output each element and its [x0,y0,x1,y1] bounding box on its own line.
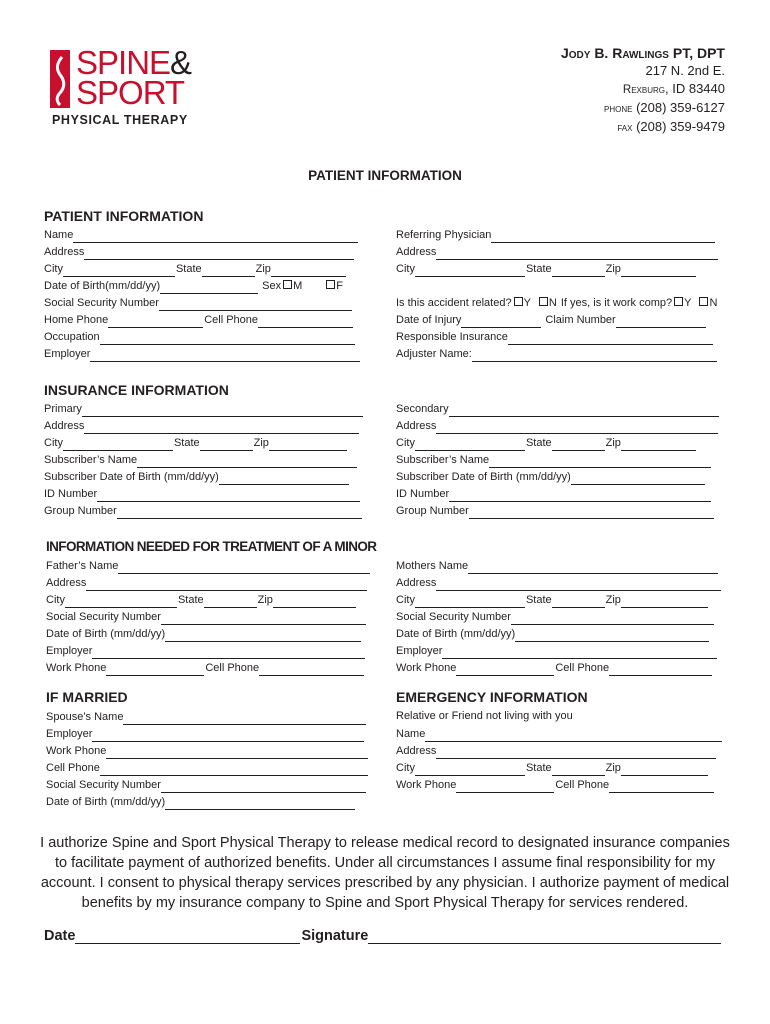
patient-phones[interactable]: Home Phone Cell Phone [44,313,354,328]
emergency-phones[interactable]: Work Phone Cell Phone [396,778,715,793]
patient-section-heading: PATIENT INFORMATION [44,208,204,224]
primary-subscriber-dob[interactable]: Subscriber Date of Birth (mm/dd/yy) [44,470,350,485]
emergency-section-heading: EMERGENCY INFORMATION [396,689,588,705]
primary-subscriber-name[interactable]: Subscriber’s Name [44,453,358,468]
patient-ssn-field[interactable]: Social Security Number [44,296,353,311]
secondary-group-number[interactable]: Group Number [396,504,715,519]
emergency-name-field[interactable]: Name [396,727,723,742]
authorization-statement: I authorize Spine and Sport Physical Therapy to release medical record to designated insurance companies to facilitate payment of authorized benefits. Under all circumstances I assume final responsibility for my account. I consent to physical therapy services prescribed by any physician. I authorize payment of medical benefits by my insurance company to Spine and Sport Physical Therapy for services rendered. [40,835,730,911]
patient-employer-field[interactable]: Employer [44,347,361,362]
secondary-id-number[interactable]: ID Number [396,487,712,502]
father-ssn-field[interactable]: Social Security Number [46,610,367,625]
sex-female-checkbox[interactable] [326,280,335,289]
form-title: PATIENT INFORMATION [308,168,462,183]
mother-city-state-zip[interactable]: City State Zip [396,593,709,608]
referral-city-state-zip[interactable]: City State Zip [396,262,697,277]
spine-icon [54,56,66,106]
referral-address-field[interactable]: Address [396,245,719,260]
fax-line: fax (208) 359-9479 [617,119,725,134]
workcomp-no-checkbox[interactable] [699,297,708,306]
secondary-insurance-field[interactable]: Secondary [396,402,720,417]
emergency-city-state-zip[interactable]: City State Zip [396,761,709,776]
father-city-state-zip[interactable]: City State Zip [46,593,357,608]
spouse-ssn-field[interactable]: Social Security Number [46,778,367,793]
spouse-cell-phone-field[interactable]: Cell Phone [46,761,369,776]
accident-related-question[interactable]: Is this accident related? Y N If yes, is it work comp? Y N [396,297,718,309]
practitioner-name: Jody B. Rawlings PT, DPT [560,45,725,61]
primary-city-state-zip[interactable]: City State Zip [44,436,348,451]
practice-address [561,44,725,137]
mother-ssn-field[interactable]: Social Security Number [396,610,715,625]
logo-subtitle: PHYSICAL THERAPY [52,113,188,127]
accident-no-checkbox[interactable] [539,297,548,306]
patient-occupation-field[interactable]: Occupation [44,330,356,345]
primary-id-number[interactable]: ID Number [44,487,361,502]
emergency-note: Relative or Friend not living with you [396,710,573,722]
phone-line: phone (208) 359-6127 [604,100,725,115]
signature-row[interactable] [44,928,722,944]
mother-address-field[interactable]: Address [396,576,722,591]
spouse-name-field[interactable]: Spouse’s Name [46,710,367,725]
mother-name-field[interactable]: Mothers Name [396,559,719,574]
minor-section-heading: INFORMATION NEEDED FOR TREATMENT OF A MINOR [46,539,377,554]
date-label: Date [44,928,76,944]
referring-physician-field[interactable]: Referring Physician [396,228,716,243]
signature-line[interactable] [368,929,721,944]
secondary-city-state-zip[interactable]: City State Zip [396,436,697,451]
patient-address-field[interactable]: Address [44,245,355,260]
father-employer-field[interactable]: Employer [46,644,366,659]
responsible-insurance-field[interactable]: Responsible Insurance [396,330,714,345]
father-name-field[interactable]: Father’s Name [46,559,371,574]
father-address-field[interactable]: Address [46,576,368,591]
date-line[interactable] [75,929,300,944]
primary-address-field[interactable]: Address [44,419,360,434]
insurance-section-heading: INSURANCE INFORMATION [44,382,229,398]
practice-logo [50,44,230,128]
signature-label: Signature [301,928,369,944]
father-dob-field[interactable]: Date of Birth (mm/dd/yy) [46,627,362,642]
logo-word-spine: SPINE& [76,44,192,81]
workcomp-yes-checkbox[interactable] [674,297,683,306]
mother-employer-field[interactable]: Employer [396,644,718,659]
mother-phones[interactable]: Work Phone Cell Phone [396,661,713,676]
secondary-address-field[interactable]: Address [396,419,719,434]
patient-name-field[interactable]: Name [44,228,359,243]
patient-dob-sex[interactable]: Date of Birth(mm/dd/yy) Sex M F [44,280,344,292]
mother-dob-field[interactable]: Date of Birth (mm/dd/yy) [396,627,710,642]
spouse-work-phone-field[interactable]: Work Phone [46,744,369,759]
city-state-zip: Rexburg, ID 83440 [622,81,725,96]
accident-yes-checkbox[interactable] [514,297,523,306]
logo-spine-mark [50,50,70,108]
secondary-subscriber-name[interactable]: Subscriber’s Name [396,453,712,468]
primary-insurance-field[interactable]: Primary [44,402,364,417]
primary-group-number[interactable]: Group Number [44,504,363,519]
secondary-subscriber-dob[interactable]: Subscriber Date of Birth (mm/dd/yy) [396,470,706,485]
injury-date-claim[interactable]: Date of Injury Claim Number [396,313,707,328]
married-section-heading: IF MARRIED [46,689,128,705]
emergency-address-field[interactable]: Address [396,744,717,759]
adjuster-name-field[interactable]: Adjuster Name: [396,347,718,362]
father-phones[interactable]: Work Phone Cell Phone [46,661,365,676]
logo-word-sport: SPORT [76,74,185,111]
patient-city-state-zip[interactable]: City State Zip [44,262,347,277]
street-address: 217 N. 2nd E. [645,63,725,78]
sex-male-checkbox[interactable] [283,280,292,289]
spouse-employer-field[interactable]: Employer [46,727,365,742]
spouse-dob-field[interactable]: Date of Birth (mm/dd/yy) [46,795,356,810]
